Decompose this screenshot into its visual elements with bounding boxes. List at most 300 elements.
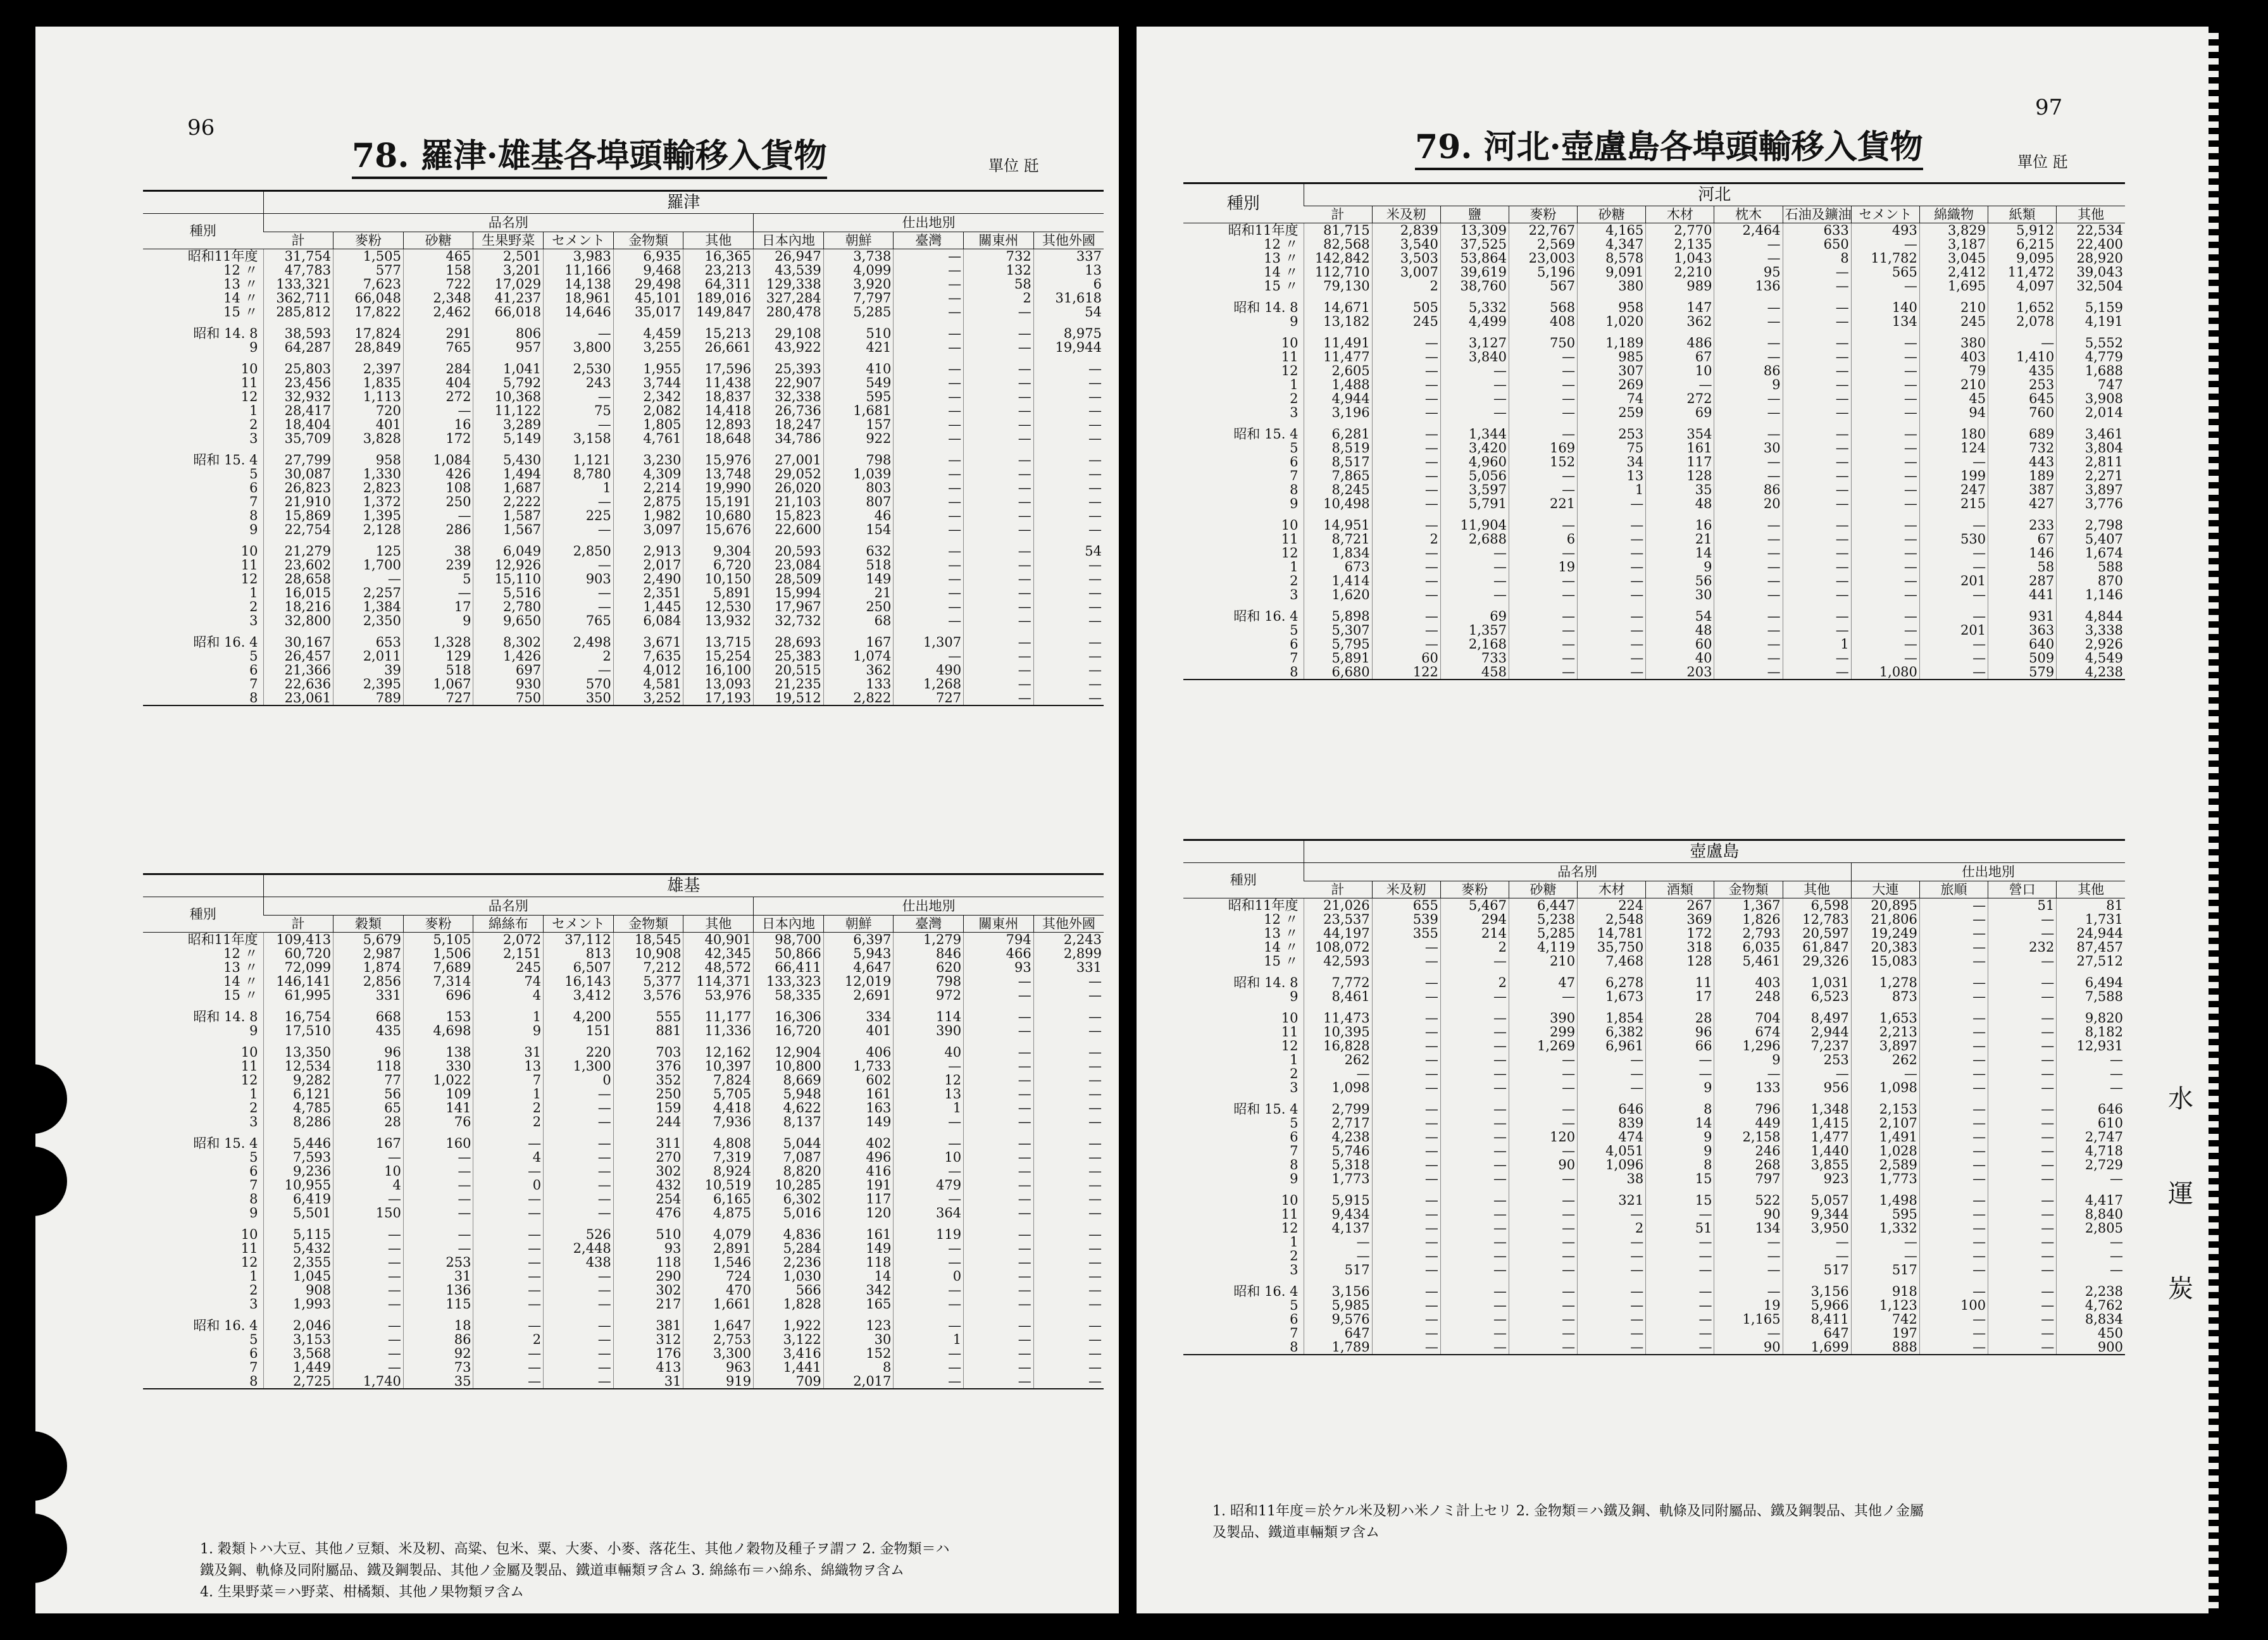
table-cell: 369 xyxy=(1646,912,1714,926)
table-cell: 742 xyxy=(1851,1312,1919,1326)
table-cell: 10,285 xyxy=(754,1178,824,1192)
table-cell: 5,915 xyxy=(1304,1193,1372,1207)
table-cell: 2,213 xyxy=(1851,1025,1919,1039)
table-cell: 1,477 xyxy=(1783,1130,1851,1144)
table-cell: 441 xyxy=(1988,588,2057,602)
table-cell: — xyxy=(1919,1025,1988,1039)
table-cell: 54 xyxy=(1033,305,1104,319)
table-cell: — xyxy=(964,544,1034,558)
table-cell: — xyxy=(1033,1297,1104,1311)
group-label: 仕出地別 xyxy=(754,897,1104,916)
table-cell: 35,709 xyxy=(263,432,333,445)
row-label: 12 xyxy=(240,1255,258,1269)
table-cell: 90 xyxy=(1509,1158,1577,1172)
table-cell: 77 xyxy=(333,1073,404,1087)
table-cell xyxy=(683,1220,754,1227)
table-cell xyxy=(683,1311,754,1319)
table-cell: 8,245 xyxy=(1304,483,1372,497)
table-cell: 2,072 xyxy=(473,933,544,947)
table-cell: 50,866 xyxy=(754,947,824,960)
table-cell xyxy=(823,445,894,453)
table-row xyxy=(143,1332,1104,1346)
table-cell: 2,688 xyxy=(1440,532,1509,546)
table-cell: — xyxy=(2057,1067,2125,1081)
table-cell: — xyxy=(544,1269,614,1283)
row-label: 7 xyxy=(249,1360,258,1374)
table-cell: 285,812 xyxy=(263,305,333,319)
table-cell: 331 xyxy=(1033,960,1104,974)
table-cell: — xyxy=(1714,1284,1783,1298)
table-cell: — xyxy=(1851,378,1919,392)
table-cell xyxy=(1304,1095,1372,1102)
row-label xyxy=(1183,328,1304,336)
table-cell: 2,082 xyxy=(613,404,683,418)
table-cell: 363 xyxy=(1988,623,2057,637)
table-cell: 73 xyxy=(403,1360,473,1374)
table-cell: 1,955 xyxy=(613,362,683,376)
table-cell: 2,691 xyxy=(823,988,894,1002)
table-cell: — xyxy=(1372,1081,1440,1095)
binding-hole xyxy=(35,1146,67,1216)
table-cell xyxy=(894,1038,964,1045)
table-cell: 9,236 xyxy=(263,1164,333,1178)
table-cell: 163 xyxy=(823,1101,894,1115)
group-label: 仕出地別 xyxy=(1851,863,2125,881)
table-cell xyxy=(263,445,333,453)
table-cell: 32,800 xyxy=(263,614,333,628)
table-cell: 3,300 xyxy=(683,1346,754,1360)
column-header: 計 xyxy=(263,916,333,933)
row-label: 11 xyxy=(1281,350,1299,364)
table-cell: — xyxy=(1851,469,1919,483)
table-cell xyxy=(964,1038,1034,1045)
row-label: 1 xyxy=(249,1269,258,1283)
table-cell: — xyxy=(1578,651,1646,665)
table-cell: 19 xyxy=(1509,560,1577,574)
table-cell xyxy=(333,445,404,453)
table-row xyxy=(143,1164,1104,1178)
table-rajin xyxy=(143,190,1104,706)
table-cell xyxy=(823,1002,894,1010)
table-cell: 14 xyxy=(1646,546,1714,560)
table-cell: 0 xyxy=(544,1073,614,1087)
table-cell: 4,499 xyxy=(1440,314,1509,328)
table-cell: 5,898 xyxy=(1304,609,1372,623)
table-row xyxy=(1183,546,2125,560)
row-label: 15 〃 xyxy=(223,305,258,319)
table-cell: 5,238 xyxy=(1509,912,1577,926)
table-cell: — xyxy=(964,1332,1034,1346)
table-cell: 1,268 xyxy=(894,677,964,691)
row-label: 5 xyxy=(1290,1116,1299,1130)
table-cell: 136 xyxy=(1714,279,1783,293)
table-cell: — xyxy=(1714,588,1783,602)
table-cell: 355 xyxy=(1372,926,1440,940)
table-cell xyxy=(403,319,473,326)
table-cell: 38,760 xyxy=(1440,279,1509,293)
table-cell: 381 xyxy=(613,1319,683,1332)
table-cell: 7,593 xyxy=(263,1150,333,1164)
table-cell: — xyxy=(894,1059,964,1073)
table-cell xyxy=(1851,1277,1919,1284)
table-cell: — xyxy=(1851,637,1919,651)
row-label: 1 xyxy=(249,1087,258,1101)
table-cell: 650 xyxy=(1783,237,1851,251)
table-cell: 245 xyxy=(1919,314,1988,328)
table-cell: 1,740 xyxy=(333,1374,404,1389)
column-header: 穀類 xyxy=(333,916,404,933)
table-cell xyxy=(613,1002,683,1010)
table-cell: 5,196 xyxy=(1509,265,1577,279)
table-cell: — xyxy=(1578,1312,1646,1326)
row-label: 8 xyxy=(1290,665,1299,680)
table-cell: — xyxy=(1714,546,1783,560)
table-row xyxy=(143,1255,1104,1269)
table-cell: — xyxy=(1714,609,1783,623)
table-cell: — xyxy=(1714,237,1783,251)
table-cell: 362,711 xyxy=(263,291,333,305)
table-cell: 117 xyxy=(823,1192,894,1206)
column-header: 其他 xyxy=(2057,206,2125,223)
row-label: 3 xyxy=(1290,1081,1299,1095)
table-cell: 5,432 xyxy=(263,1241,333,1255)
table-cell: — xyxy=(1919,1130,1988,1144)
row-label: 12 〃 xyxy=(1264,237,1299,251)
table-cell xyxy=(894,537,964,544)
row-label: 10 xyxy=(1281,336,1299,350)
table-cell: 29,052 xyxy=(754,467,824,481)
table-cell: 404 xyxy=(403,376,473,390)
table-cell: 466 xyxy=(964,947,1034,960)
table-cell: 8,578 xyxy=(1578,251,1646,265)
table-row xyxy=(143,453,1104,467)
table-cell: 2,168 xyxy=(1440,637,1509,651)
table-cell: 470 xyxy=(683,1283,754,1297)
table-cell: — xyxy=(1988,954,2057,968)
table-cell: 191 xyxy=(823,1178,894,1192)
table-row xyxy=(1183,441,2125,455)
table-cell: 58 xyxy=(964,277,1034,291)
table-cell: 647 xyxy=(1304,1326,1372,1340)
table-cell: 10,800 xyxy=(754,1059,824,1073)
table-cell: — xyxy=(964,1150,1034,1164)
table-cell: — xyxy=(1033,1332,1104,1346)
table-cell: 1,330 xyxy=(333,467,404,481)
table-cell: 43,922 xyxy=(754,340,824,354)
table-cell: 60 xyxy=(1372,651,1440,665)
table-row xyxy=(1183,1095,2125,1102)
table-cell: — xyxy=(473,1136,544,1150)
row-label: 6 xyxy=(249,1346,258,1360)
table-cell: — xyxy=(964,635,1034,649)
table-row xyxy=(1183,1312,2125,1326)
table-cell: 7,824 xyxy=(683,1073,754,1087)
table-cell: 3,158 xyxy=(544,432,614,445)
table-cell: — xyxy=(964,614,1034,628)
table-cell: — xyxy=(1372,441,1440,455)
table-cell xyxy=(1988,602,2057,609)
table-cell: — xyxy=(1851,350,1919,364)
table-cell: 6,447 xyxy=(1509,898,1577,913)
table-cell: 3,196 xyxy=(1304,406,1372,419)
table-cell: 727 xyxy=(403,691,473,705)
table-cell: 7,865 xyxy=(1304,469,1372,483)
table-cell: 35 xyxy=(1646,483,1714,497)
table-row xyxy=(1183,265,2125,279)
table-cell: — xyxy=(473,1360,544,1374)
table-cell: — xyxy=(1440,1102,1509,1116)
table-cell: — xyxy=(544,418,614,432)
row-label: 5 xyxy=(1290,441,1299,455)
row-label: 11 xyxy=(240,558,258,572)
table-cell: — xyxy=(1372,518,1440,532)
table-cell xyxy=(894,1220,964,1227)
table-row xyxy=(1183,1053,2125,1067)
table-cell: 284 xyxy=(403,362,473,376)
table-cell: — xyxy=(1033,691,1104,705)
table-cell: 3,897 xyxy=(1851,1039,1919,1053)
table-cell: 161 xyxy=(823,1227,894,1241)
table-cell: 803 xyxy=(823,481,894,495)
table-cell: 3,187 xyxy=(1919,237,1988,251)
row-label: 12 xyxy=(1281,1039,1299,1053)
table-cell: 26,947 xyxy=(754,249,824,264)
table-cell: 5,149 xyxy=(473,432,544,445)
table-cell: — xyxy=(403,1164,473,1178)
table-cell: 1,449 xyxy=(263,1360,333,1374)
table-cell: 253 xyxy=(1988,378,2057,392)
column-header: 砂糖 xyxy=(1578,206,1646,223)
table-cell: 152 xyxy=(1509,455,1577,469)
table-cell: — xyxy=(1851,237,1919,251)
row-label: 13 〃 xyxy=(223,277,258,291)
table-cell: 31 xyxy=(403,1269,473,1283)
table-cell: 12,019 xyxy=(823,974,894,988)
table-cell: — xyxy=(1919,940,1988,954)
table-row xyxy=(1183,223,2125,238)
table-row xyxy=(1183,1340,2125,1355)
table-cell: 4,137 xyxy=(1304,1221,1372,1235)
table-cell: — xyxy=(1033,453,1104,467)
table-cell: 8,497 xyxy=(1783,1011,1851,1025)
table-cell: 362 xyxy=(823,663,894,677)
table-cell: 18,404 xyxy=(263,418,333,432)
table-cell: — xyxy=(473,1297,544,1311)
table-cell: — xyxy=(1919,560,1988,574)
table-cell xyxy=(613,319,683,326)
table-cell: 989 xyxy=(1646,279,1714,293)
table-row xyxy=(1183,1172,2125,1186)
table-cell: — xyxy=(1988,1039,2057,1053)
table-row xyxy=(143,537,1104,544)
table-cell: — xyxy=(1988,1130,2057,1144)
row-label xyxy=(143,1220,263,1227)
table-cell: — xyxy=(1919,1172,1988,1186)
table-cell: — xyxy=(1440,560,1509,574)
table-row xyxy=(1183,314,2125,328)
table-cell: 3,800 xyxy=(544,340,614,354)
table-cell: 167 xyxy=(333,1136,404,1150)
table-cell xyxy=(1440,1277,1509,1284)
table-cell: 2,605 xyxy=(1304,364,1372,378)
row-label: 8 xyxy=(1290,1158,1299,1172)
table-cell: 1,695 xyxy=(1919,279,1988,293)
table-cell: 2 xyxy=(473,1332,544,1346)
table-cell: 5,115 xyxy=(263,1227,333,1241)
table-cell: 9 xyxy=(1714,378,1783,392)
table-cell: 570 xyxy=(544,677,614,691)
table-cell: 2,412 xyxy=(1919,265,1988,279)
table-cell: 5,377 xyxy=(613,974,683,988)
table-cell: 172 xyxy=(1646,926,1714,940)
table-cell: 8 xyxy=(1646,1102,1714,1116)
table-cell xyxy=(1578,1003,1646,1011)
table-cell: — xyxy=(1988,1081,2057,1095)
table-cell: — xyxy=(1509,1340,1577,1355)
table-cell: 518 xyxy=(823,558,894,572)
table-cell: — xyxy=(1578,518,1646,532)
row-label: 12 xyxy=(240,1073,258,1087)
table-cell: 25,393 xyxy=(754,362,824,376)
table-cell: — xyxy=(1578,560,1646,574)
table-cell: 18,545 xyxy=(613,933,683,947)
table-row xyxy=(143,933,1104,947)
table-cell: — xyxy=(1509,469,1577,483)
table-cell: 7,588 xyxy=(2057,990,2125,1003)
table-cell xyxy=(1033,628,1104,635)
table-cell: 2,448 xyxy=(544,1241,614,1255)
table-cell: 704 xyxy=(1714,1011,1783,1025)
table-cell xyxy=(263,628,333,635)
table-cell: 7 xyxy=(473,1073,544,1087)
table-cell: — xyxy=(1440,1081,1509,1095)
table-cell: 302 xyxy=(613,1283,683,1297)
table-cell: 321 xyxy=(1578,1193,1646,1207)
table-cell: 2,823 xyxy=(333,481,404,495)
table-cell: — xyxy=(894,1360,964,1374)
table-cell xyxy=(1578,419,1646,427)
table-cell: — xyxy=(894,523,964,537)
table-cell: 1,834 xyxy=(1304,546,1372,560)
table-cell: 4,097 xyxy=(1988,279,2057,293)
table-cell: 82,568 xyxy=(1304,237,1372,251)
table-cell: — xyxy=(1578,574,1646,588)
footnote-line: 1. 穀類トハ大豆、其他ノ豆類、米及籾、高粱、包米、粟、大麥、小麥、落花生、其他ノ穀物及種子ヲ謂フ 2. 金物類＝ハ xyxy=(200,1541,950,1557)
table-cell: 189,016 xyxy=(683,291,754,305)
table-cell: 5,057 xyxy=(1783,1193,1851,1207)
table-cell: 68 xyxy=(823,614,894,628)
table-cell: 129,338 xyxy=(754,277,824,291)
table-cell: 1,022 xyxy=(403,1073,473,1087)
table-row xyxy=(143,572,1104,586)
table-cell: — xyxy=(1372,1284,1440,1298)
table-cell xyxy=(1783,511,1851,518)
table-cell: 1,279 xyxy=(894,933,964,947)
table-cell: 29,326 xyxy=(1783,954,1851,968)
table-cell: — xyxy=(544,1283,614,1297)
table-cell: 765 xyxy=(403,340,473,354)
table-cell: 732 xyxy=(1988,441,2057,455)
table-cell: 330 xyxy=(403,1059,473,1073)
table-row xyxy=(143,1297,1104,1311)
table-cell: 30,087 xyxy=(263,467,333,481)
table-cell: 1,414 xyxy=(1304,574,1372,588)
table-cell: 2,243 xyxy=(1033,933,1104,947)
table-cell: 931 xyxy=(1988,609,2057,623)
column-header: 麥粉 xyxy=(1509,206,1577,223)
table-cell: 2,589 xyxy=(1851,1158,1919,1172)
table-cell: 1,372 xyxy=(333,495,404,509)
table-cell xyxy=(1646,419,1714,427)
table-cell xyxy=(2057,602,2125,609)
table-cell: — xyxy=(403,1192,473,1206)
row-label: 2 xyxy=(249,418,258,432)
column-header: 旅順 xyxy=(1919,881,1988,898)
row-label: 3 xyxy=(249,614,258,628)
table-cell: — xyxy=(1440,1144,1509,1158)
table-cell: 134 xyxy=(1714,1221,1783,1235)
column-header: 其他 xyxy=(1783,881,1851,898)
table-cell: — xyxy=(1033,1010,1104,1024)
table-cell: 6,382 xyxy=(1578,1025,1646,1039)
table-cell: — xyxy=(964,1241,1034,1255)
table-cell: — xyxy=(1919,912,1988,926)
table-cell xyxy=(683,319,754,326)
table-cell: — xyxy=(964,509,1034,523)
table-cell xyxy=(823,1038,894,1045)
table-cell: — xyxy=(964,649,1034,663)
table-cell: — xyxy=(473,1241,544,1255)
table-cell xyxy=(333,628,404,635)
table-cell: — xyxy=(964,1319,1034,1332)
row-label xyxy=(1183,511,1304,518)
table-cell xyxy=(1304,1186,1372,1193)
column-header: セメント xyxy=(544,916,614,933)
table-cell: 2,395 xyxy=(333,677,404,691)
row-label: 6 xyxy=(1290,455,1299,469)
table-cell: 20,383 xyxy=(1851,940,1919,954)
table-cell: 9 xyxy=(1646,1130,1714,1144)
table-row xyxy=(143,1220,1104,1227)
table-cell: — xyxy=(1440,990,1509,1003)
table-cell: 5,501 xyxy=(263,1206,333,1220)
table-cell: 402 xyxy=(823,1136,894,1150)
unit-label: 單位 瓩 xyxy=(988,157,1039,175)
table-cell: — xyxy=(1988,926,2057,940)
table-cell: — xyxy=(1509,1193,1577,1207)
table-cell: — xyxy=(964,677,1034,691)
table-cell: 16,015 xyxy=(263,586,333,600)
table-cell: 1,426 xyxy=(473,649,544,663)
table-cell xyxy=(1714,968,1783,976)
table-cell xyxy=(1646,293,1714,301)
table-cell: 32,504 xyxy=(2057,279,2125,293)
table-cell: 35 xyxy=(403,1374,473,1389)
table-cell: 2,348 xyxy=(403,291,473,305)
table-cell: 16,365 xyxy=(683,249,754,264)
table-cell: 10 xyxy=(1646,364,1714,378)
row-label xyxy=(143,628,263,635)
table-cell: — xyxy=(894,390,964,404)
table-cell: — xyxy=(1509,651,1577,665)
table-cell: — xyxy=(1440,1011,1509,1025)
table-cell: 1,020 xyxy=(1578,314,1646,328)
table-cell: 3,252 xyxy=(613,691,683,705)
table-cell: 435 xyxy=(1988,364,2057,378)
table-cell: 176 xyxy=(613,1346,683,1360)
table-cell: 2,046 xyxy=(263,1319,333,1332)
table-cell: — xyxy=(1440,574,1509,588)
